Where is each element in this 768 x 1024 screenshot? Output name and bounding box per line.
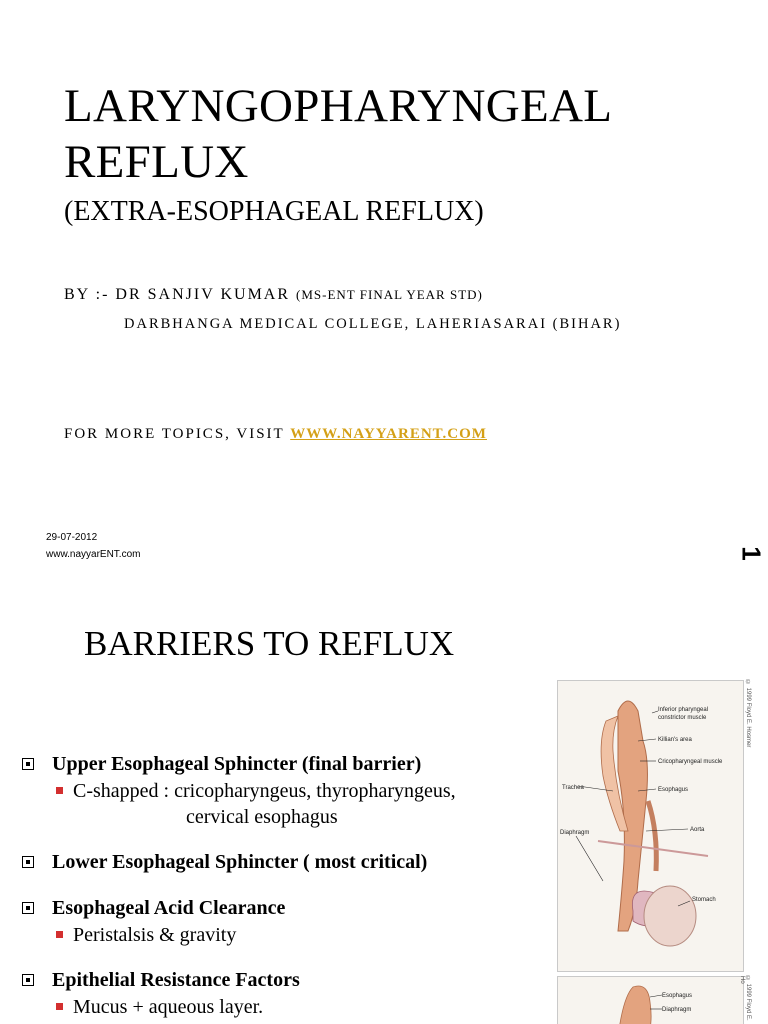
footer-url: www.nayyarENT.com (46, 549, 141, 560)
footer-date: 29-07-2012 (46, 532, 98, 543)
sub-bullet-item (56, 778, 542, 830)
figure-label: Diaphragm (560, 830, 590, 836)
figure-credit-2: © 1999 Floyd E. Ho (739, 976, 751, 1021)
figure-label: Killian's area (658, 737, 692, 743)
anatomy-illustration (558, 681, 743, 971)
sub-bullet-text: Mucus + aqueous layer. (73, 996, 264, 1018)
bullet-text: Epithelial Resistance Factors (52, 968, 300, 991)
college-line: DARBHANGA MEDICAL COLLEGE, LAHERIASARAI (BIHAR) (124, 316, 622, 332)
figure-label: Stomach (692, 897, 716, 903)
page-number: 1 (736, 546, 767, 561)
figure-label: Trachea (562, 785, 584, 791)
esophagus-figure-2 (557, 976, 744, 1024)
bullet-box-icon (22, 856, 34, 868)
slide-title (64, 78, 704, 190)
figure-label: Esophagus (658, 787, 689, 793)
bullet-box-icon (22, 902, 34, 914)
sub-bullet-line: C-shapped : cricopharyngeus, thyropharyngeus, (73, 780, 456, 802)
figure-credit: © 1999 Floyd E. Hosmer (745, 680, 751, 748)
sub-bullet-item (56, 994, 542, 1020)
slide-2-title: BARRIERS TO REFLUX (84, 624, 455, 663)
figure-label: Cricopharyngeal muscle (658, 759, 723, 765)
bullet-item (22, 750, 542, 778)
anatomy-illustration-2 (558, 977, 743, 1024)
figure-label: constrictor muscle (658, 715, 707, 721)
bullet-list (22, 750, 542, 1020)
figure-label: Aorta (690, 827, 705, 833)
figure-label: Esophagus (662, 993, 693, 999)
bullet-text: Esophageal Acid Clearance (52, 896, 286, 919)
sub-bullet-item (56, 922, 542, 948)
bullet-text: Lower Esophageal Sphincter ( most critical) (52, 850, 428, 873)
author-line (64, 286, 483, 304)
sub-bullet-text (73, 778, 456, 830)
sub-bullet-line: cervical esophagus (186, 806, 338, 828)
figure-label: Inferior pharyngeal (658, 707, 709, 713)
author-name: BY :- DR SANJIV KUMAR (64, 286, 297, 303)
website-link[interactable]: WWW.NAYYARENT.COM (290, 426, 487, 442)
figure-label: Diaphragm (662, 1007, 692, 1013)
bullet-item (22, 848, 542, 876)
slide-subtitle: (EXTRA-ESOPHAGEAL REFLUX) (64, 196, 484, 227)
bullet-item (22, 894, 542, 922)
sub-bullet-text: Peristalsis & gravity (73, 924, 237, 946)
slide-2 (0, 580, 768, 1024)
bullet-box-icon (22, 758, 34, 770)
author-detail: (MS-ENT FINAL YEAR STD) (296, 287, 483, 302)
title-line-1: LARYNGOPHARYNGEAL (64, 80, 613, 132)
bullet-text: Upper Esophageal Sphincter (final barrier) (52, 752, 422, 775)
bullet-square-icon (56, 931, 63, 938)
bullet-square-icon (56, 787, 63, 794)
esophagus-anatomy-figure (557, 680, 744, 972)
bullet-item (22, 966, 542, 994)
visit-text: FOR MORE TOPICS, VISIT (64, 426, 291, 442)
bullet-square-icon (56, 1003, 63, 1010)
title-line-2: REFLUX (64, 136, 249, 188)
bullet-box-icon (22, 974, 34, 986)
visit-line (64, 426, 487, 443)
